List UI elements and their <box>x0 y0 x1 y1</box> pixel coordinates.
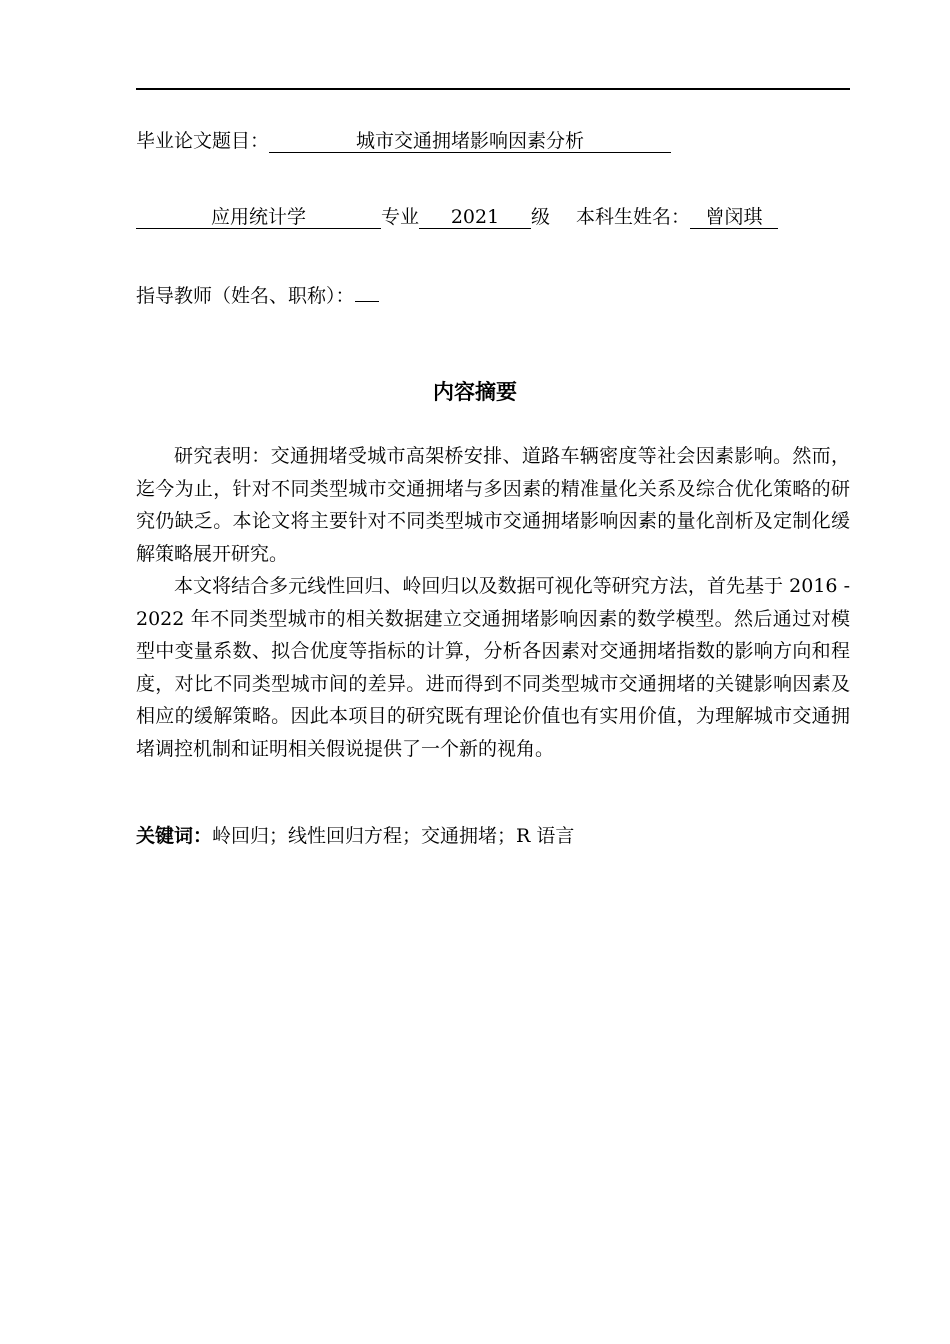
year-label: 级 <box>531 206 551 228</box>
student-name-label: 本科生姓名： <box>576 206 691 228</box>
abstract-paragraph: 研究表明：交通拥堵受城市高架桥安排、道路车辆密度等社会因素影响。然而，迄今为止，针对不同类型城市交通拥堵与多因素的精准量化关系及综合优化策略的研究仍缺乏。本论文将主要针对不同类型城市交通拥堵影响因素的量化剖析及定制化缓解策略展开研究。 <box>136 445 850 565</box>
advisor-line <box>136 283 379 309</box>
advisor-label: 指导教师（姓名、职称）： <box>136 285 355 307</box>
major-label: 专业 <box>381 206 420 228</box>
abstract-paragraph: 本文将结合多元线性回归、岭回归以及数据可视化等研究方法，首先基于 2016 - 2022 年不同类型城市的相关数据建立交通拥堵影响因素的数学模型。然后通过对模型中变量系数、拟合优度等指标的计算，分析各因素对交通拥堵指数的影响方向和程度，对比不同类型城市间的差异。进而得到不同类型城市交通拥堵的关键影响因素及相应的缓解策略。因此本项目的研究既有理论价值也有实用价值，为理解城市交通拥堵调控机制和证明相关假说提供了一个新的视角。 <box>136 575 850 760</box>
keywords-value: 岭回归；线性回归方程；交通拥堵；R 语言 <box>212 825 575 847</box>
abstract-heading: 内容摘要 <box>433 380 517 404</box>
student-info-line <box>136 204 778 230</box>
major-value: 应用统计学 <box>136 206 381 229</box>
keywords-line <box>136 823 574 849</box>
thesis-title-line <box>136 128 671 154</box>
student-name: 曾闵琪 <box>690 206 778 229</box>
abstract-body <box>136 440 850 765</box>
thesis-title-value: 城市交通拥堵影响因素分析 <box>269 130 671 153</box>
keywords-label: 关键词： <box>136 825 213 847</box>
top-rule <box>136 88 850 90</box>
thesis-title-label: 毕业论文题目： <box>136 130 270 152</box>
advisor-value <box>355 301 379 302</box>
year-value: 2021 <box>419 206 531 229</box>
